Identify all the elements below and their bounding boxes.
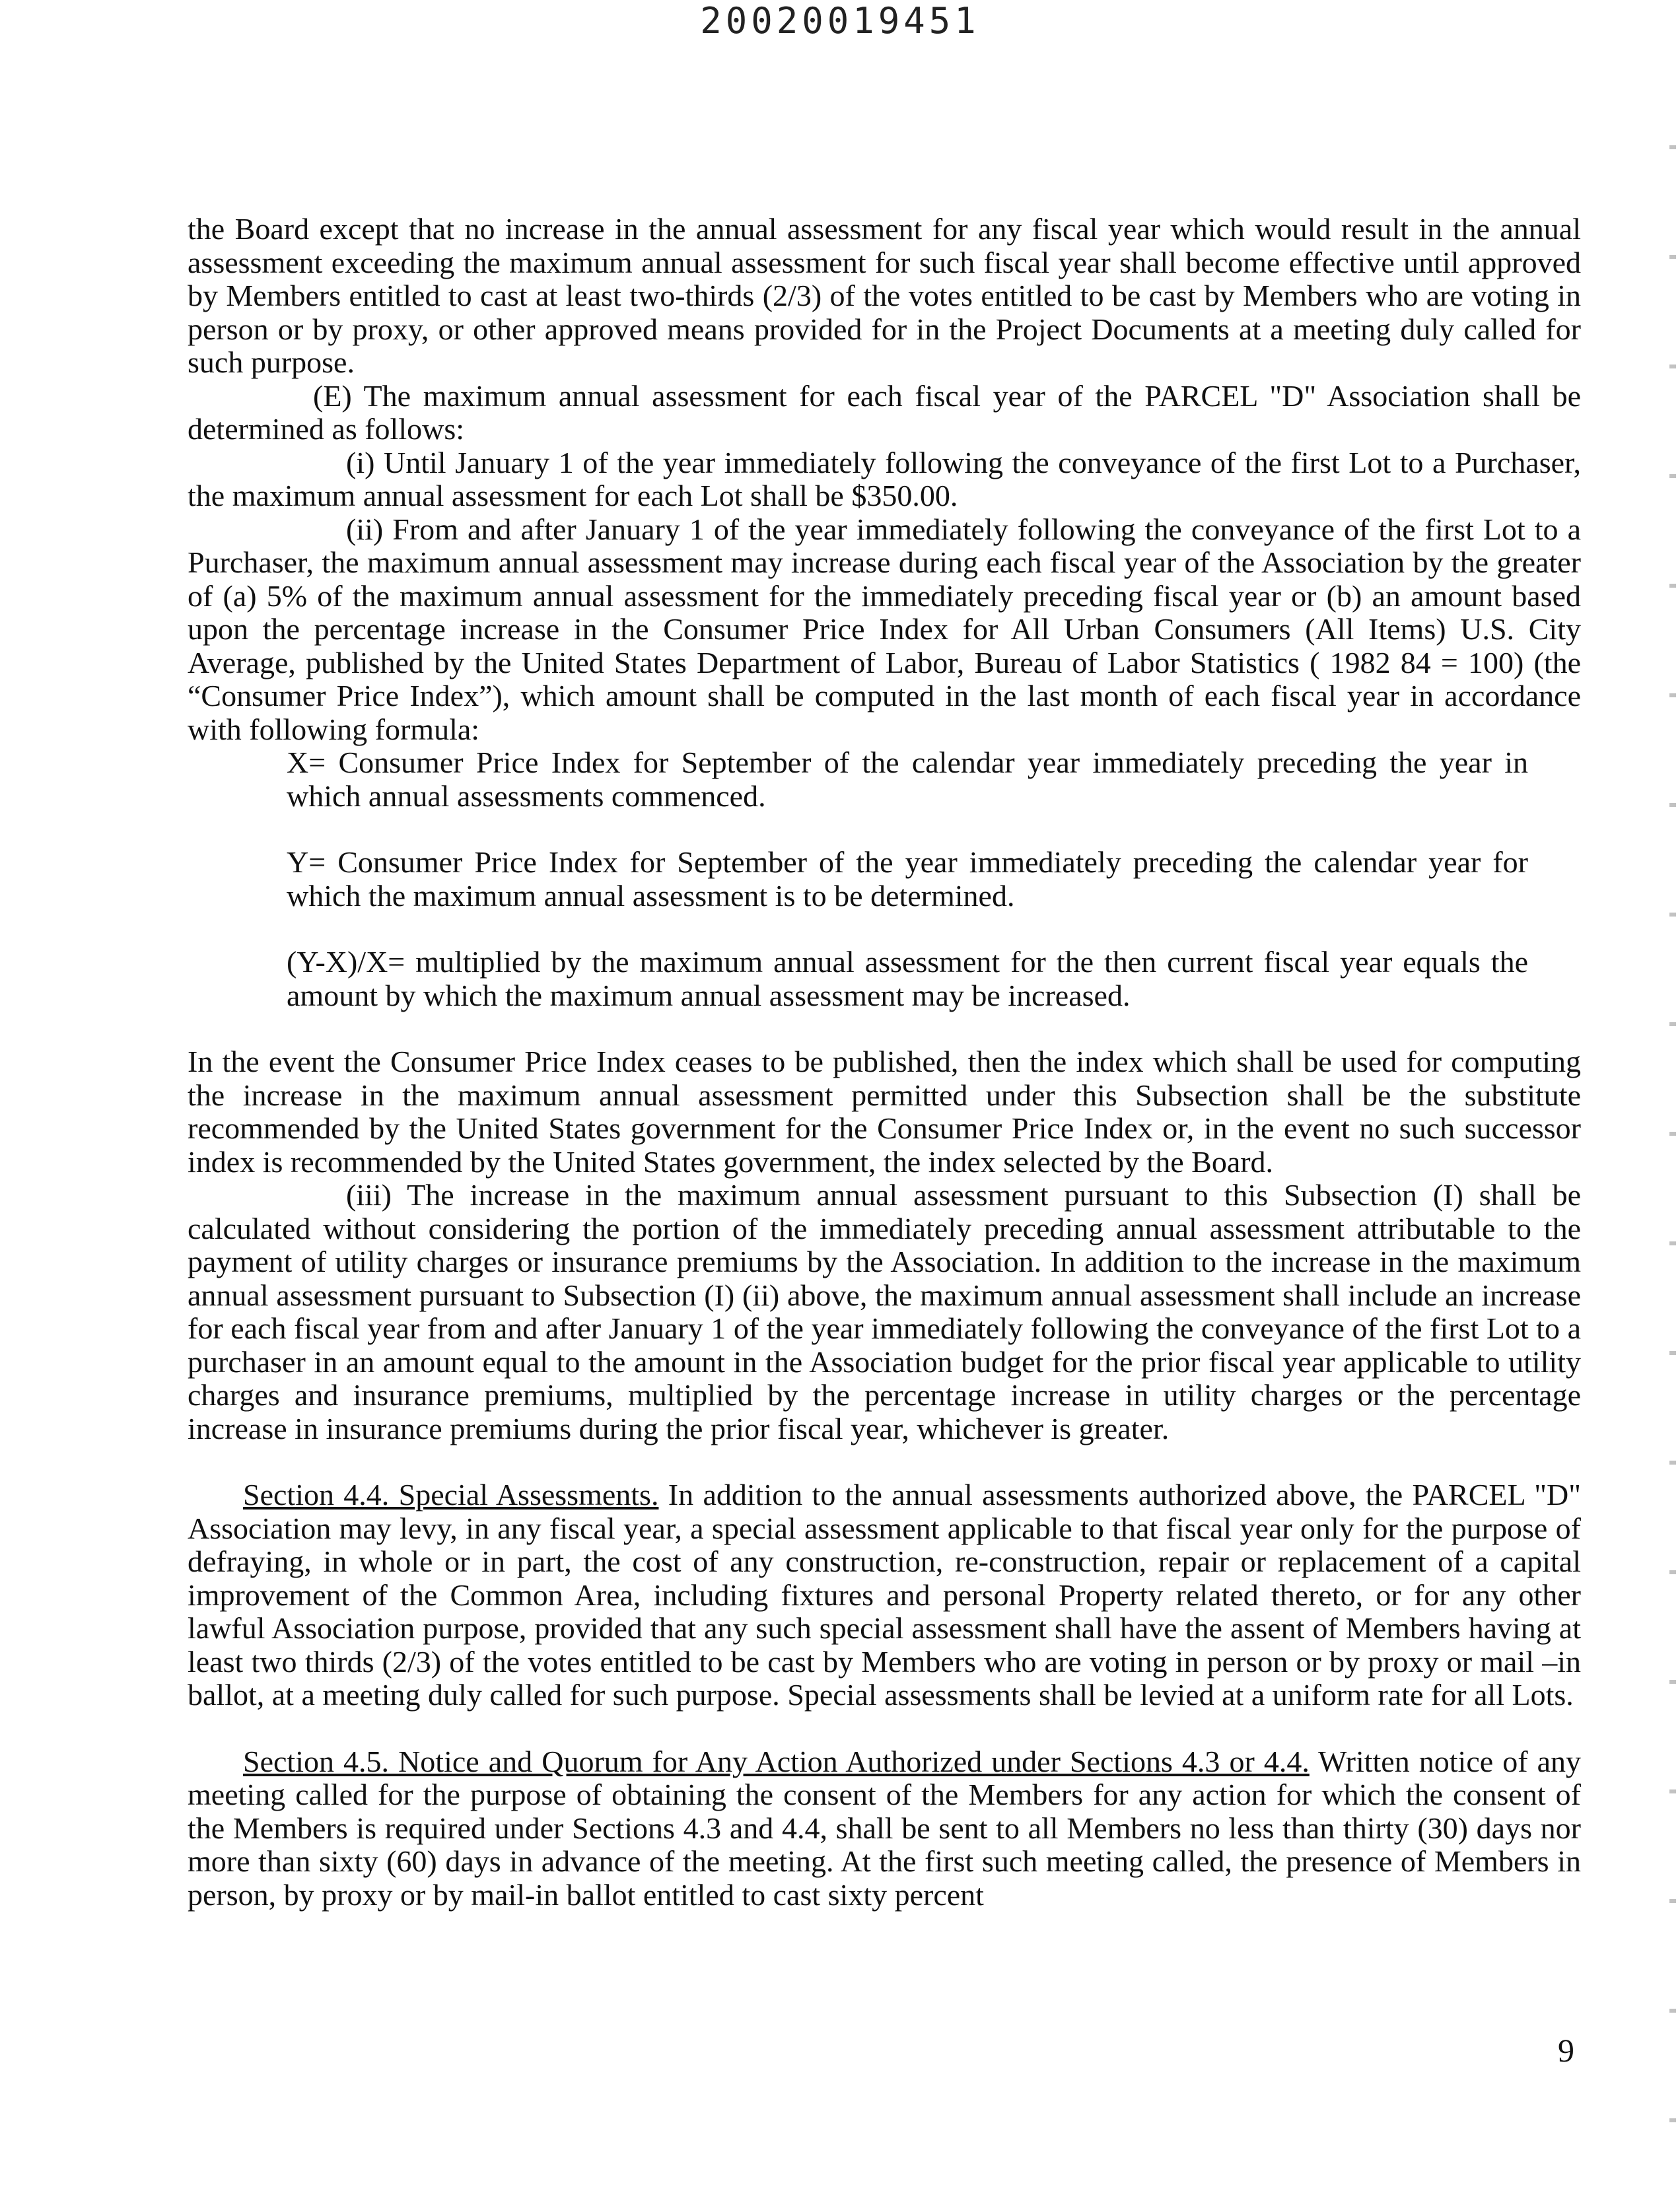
section-4-5-heading: Section 4.5. Notice and Quorum for Any Action Authorized under Sections 4.3 or 4.4.: [243, 1744, 1310, 1778]
section-4-5: [188, 1745, 1581, 1912]
paragraph-iii-utility: (iii) The increase in the maximum annual assessment pursuant to this Subsection (I) shall be calculated without considering the portion of the immediately preceding annual assessment attributable to the payment of utility charges or insurance premiums by the Association. In addition to the increase in the maximum annual assessment pursuant to Subsection (I) (ii) above, the maximum annual assessment shall include an increase for each fiscal year from and after January 1 of the year immediately following the conveyance of the first Lot to a purchaser in an amount equal to the amount in the Association budget for the prior fiscal year applicable to utility charges and insurance premiums, multiplied by the percentage increase in utility charges or the percentage increase in insurance premiums during the prior fiscal year, whichever is greater.: [188, 1178, 1581, 1445]
paragraph-board-approval: the Board except that no increase in the annual assessment for any fiscal year which would result in the annual assessment exceeding the maximum annual assessment for such fiscal year shall become effective until approved by Members entitled to cast at least two-thirds (2/3) of the votes entitled to be cast by Members who are voting in person or by proxy, or other approved means provided for in the Project Documents at a meeting duly called for such purpose.: [188, 212, 1581, 379]
formula-y-minus-x: (Y-X)/X= multiplied by the maximum annual assessment for the then current fiscal year equals the amount by which the maximum annual assessment may be increased.: [287, 945, 1528, 1012]
section-4-4-body: In addition to the annual assessments authorized above, the PARCEL "D" Association may levy, in any fiscal year, a special assessment applicable to that fiscal year only for the purpose of defraying, in whole or in part, the cost of any construction, re-construction, repair or replacement of a capital improvement of the Common Area, including fixtures and personal Property related thereto, or for any other lawful Association purpose, provided that any such special assessment shall have the assent of Members having at least two thirds (2/3) of the votes entitled to be cast by Members who are voting in person or by proxy or mail –in ballot, at a meeting duly called for such purpose. Special assessments shall be levied at a uniform rate for all Lots.: [188, 1478, 1581, 1712]
scan-edge-marks: [1669, 40, 1676, 2153]
paragraph-i-initial-assessment: (i) Until January 1 of the year immediately following the conveyance of the first Lot to a Purchaser, the maximum annual assessment for each Lot shall be $350.00.: [188, 445, 1581, 512]
section-4-5-body: Written notice of any meeting called for the purpose of obtaining the consent of the Members for any action for which the consent of the Members is required under Sections 4.3 and 4.4, shall be sent to all Members no less than thirty (30) days nor more than sixty (60) days in advance of the meeting. At the first such meeting called, the presence of Members in person, by proxy or by mail-in ballot entitled to cast sixty percent: [188, 1744, 1581, 1912]
formula-y: Y= Consumer Price Index for September of the year immediately preceding the calendar year for which the maximum annual assessment is to be determined.: [287, 845, 1528, 913]
page-body: [188, 213, 1581, 1912]
section-4-4: [188, 1478, 1581, 1712]
formula-x: X= Consumer Price Index for September of the calendar year immediately preceding the year in which annual assessments commenced.: [287, 746, 1528, 813]
page-number: 9: [1558, 2032, 1574, 2069]
paragraph-ii-increase: (ii) From and after January 1 of the year immediately following the conveyance of the first Lot to a Purchaser, the maximum annual assessment may increase during each fiscal year of the Association by the greater of (a) 5% of the maximum annual assessment for the immediately preceding fiscal year or (b) an amount based upon the percentage increase in the Consumer Price Index for All Urban Consumers (All Items) U.S. City Average, published by the United States Department of Labor, Bureau of Labor Statistics ( 1982 84 = 100) (the “Consumer Price Index”), which amount shall be computed in the last month of each fiscal year in accordance with following formula:: [188, 512, 1581, 746]
paragraph-cpi-substitute: In the event the Consumer Price Index ceases to be published, then the index which shall be used for computing the increase in the maximum annual assessment permitted under this Subsection shall be the substitute recommended by the United States government for the Consumer Price Index or, in the event no such successor index is recommended by the United States government, the index selected by the Board.: [188, 1045, 1581, 1179]
document-number: 20020019451: [700, 0, 980, 42]
paragraph-e-max-assessment: (E) The maximum annual assessment for each fiscal year of the PARCEL "D" Association shall be determined as follows:: [188, 378, 1581, 446]
section-4-4-heading: Section 4.4. Special Assessments.: [243, 1478, 659, 1511]
